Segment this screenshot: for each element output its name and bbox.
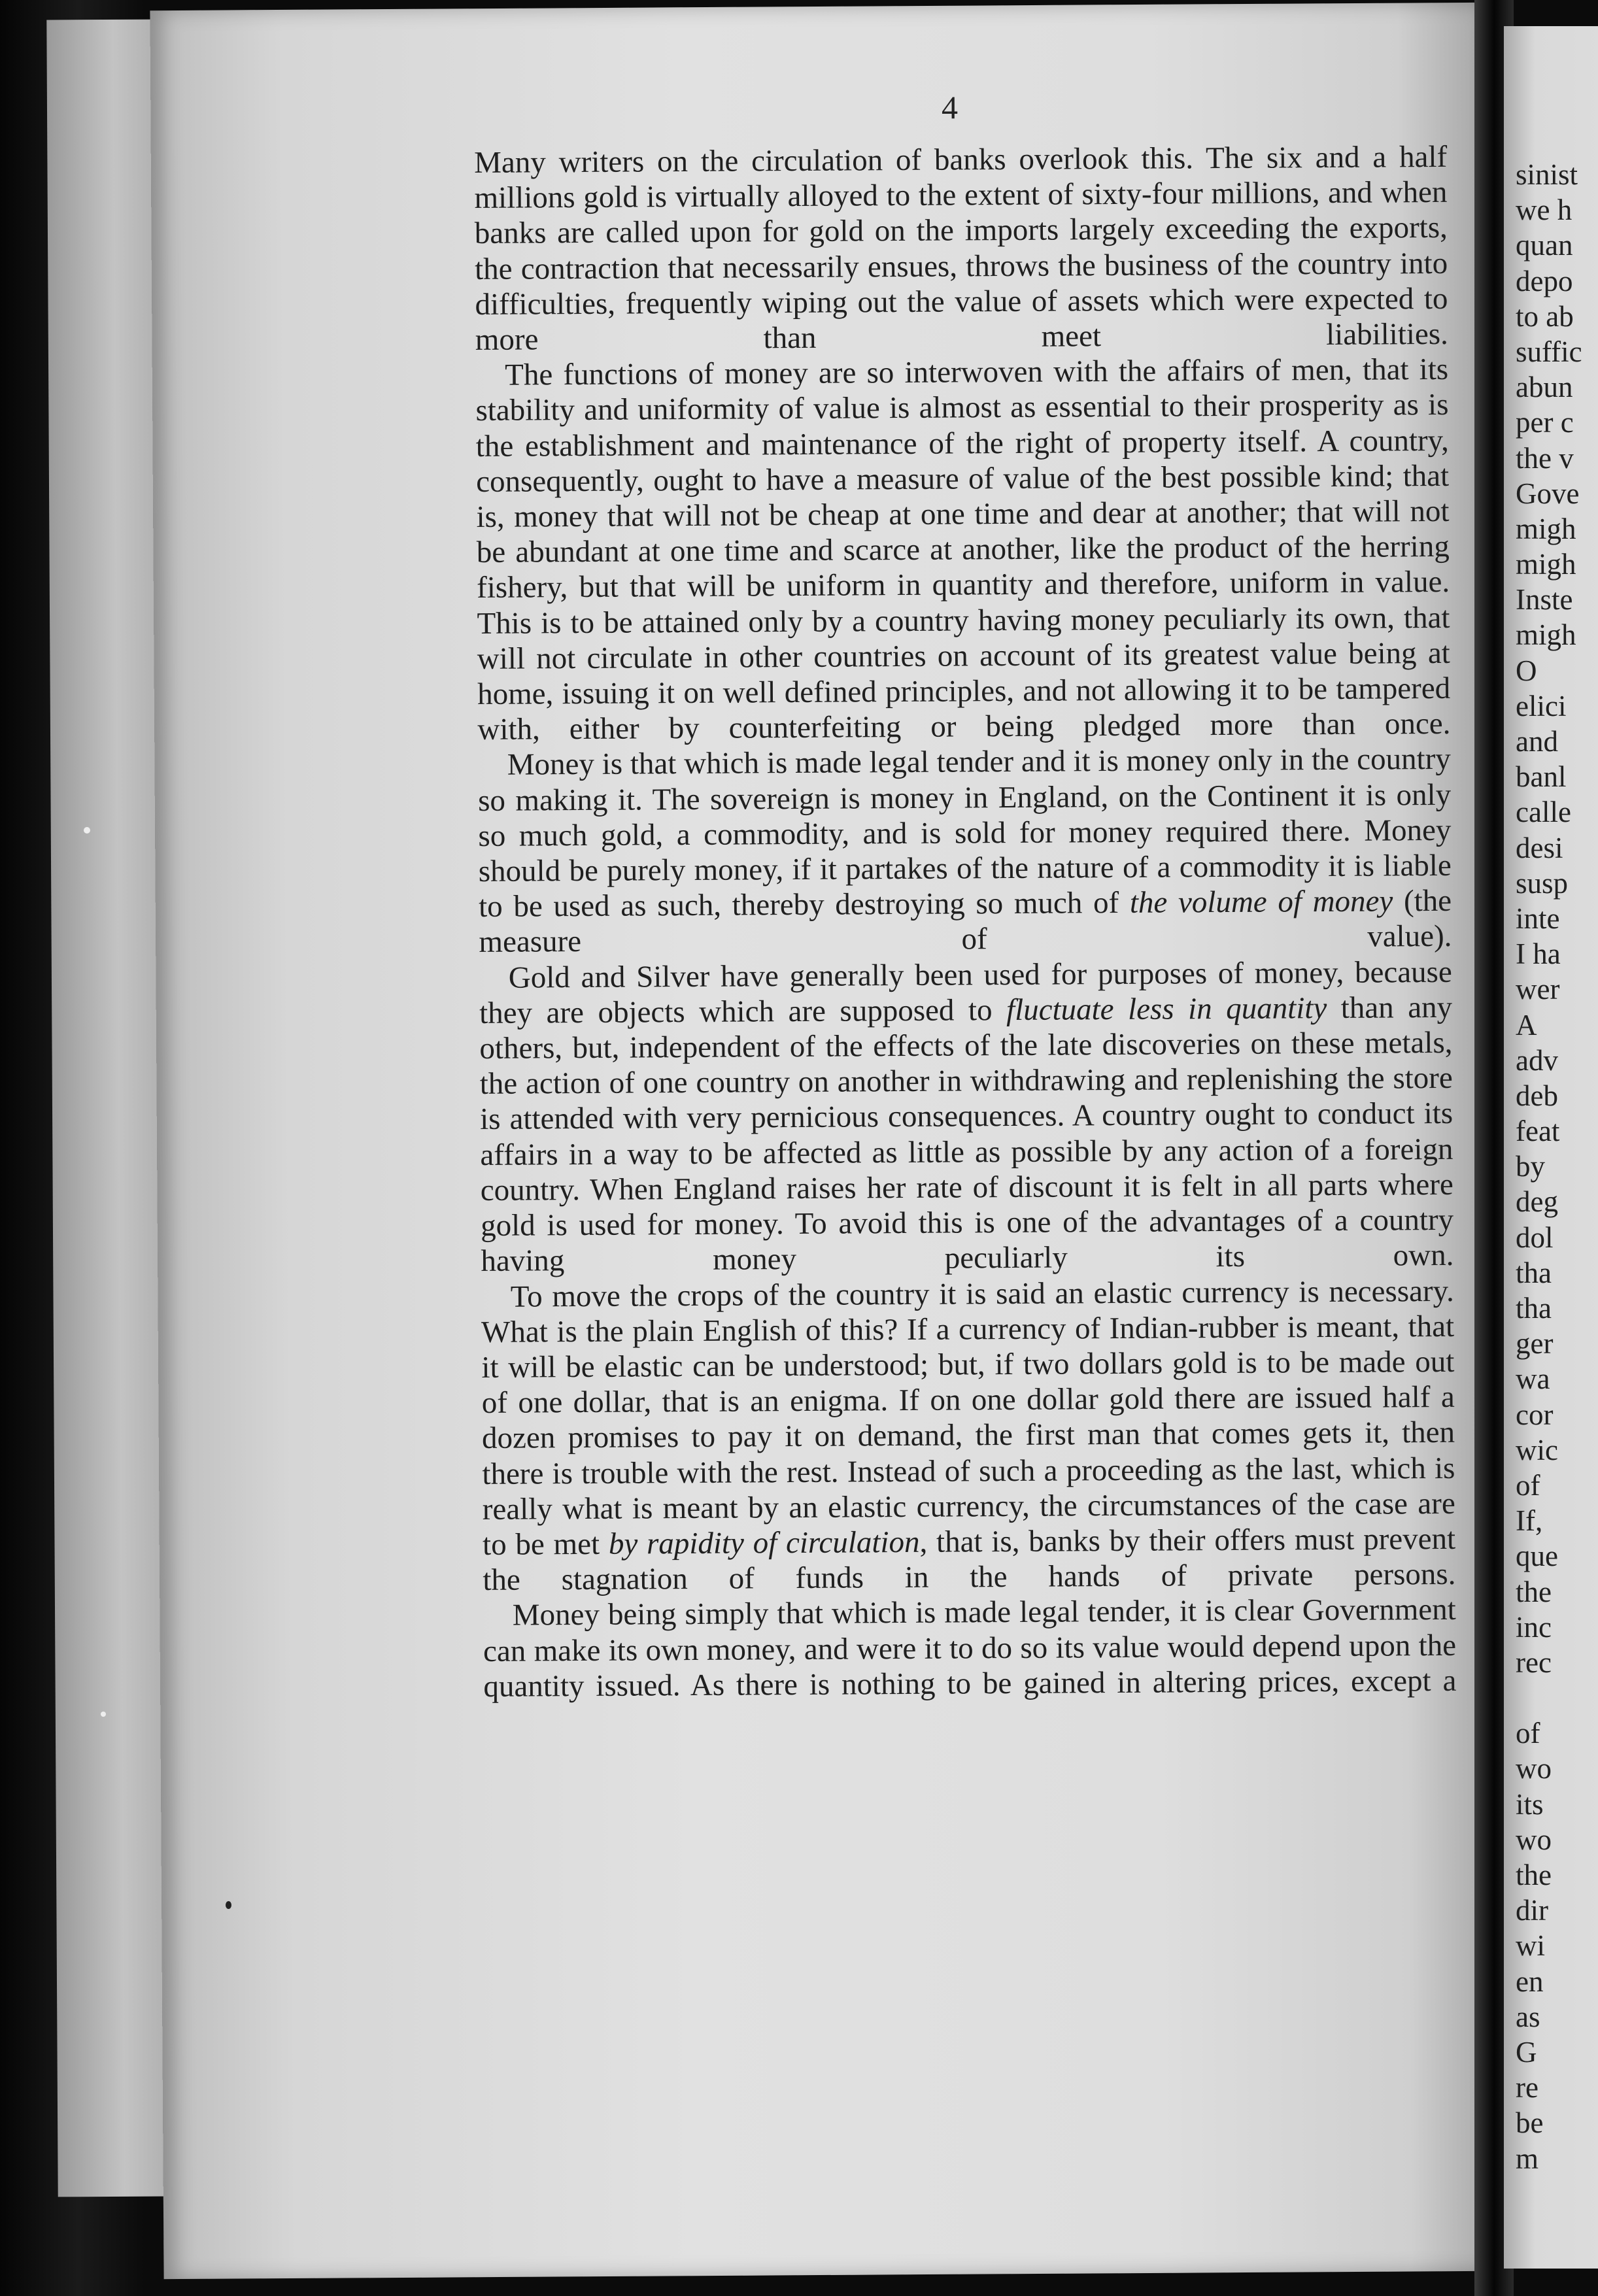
right-page-line-fragment: quan [1516,229,1573,262]
right-page-line-fragment: dir [1516,1894,1548,1927]
right-page-line-fragment: deb [1516,1079,1558,1112]
right-page-line-fragment: wi [1516,1929,1545,1963]
right-page-text-fragments [1516,157,1598,2176]
right-page-line-fragment: en [1516,1965,1544,1998]
right-page-line-fragment: tha [1516,1256,1552,1289]
right-page-line-fragment: ger [1516,1327,1554,1360]
paragraph: Money being simply that which is made legal tender, it is clear Government can make its own money, and were it to do so its value would depend upon the quantity issued. As there is nothing to be gained in altering prices, except a [483,1593,1457,1704]
right-page-line-fragment: per c [1516,406,1574,439]
right-page-line-fragment: adv [1516,1043,1558,1077]
right-page-line-fragment: to ab [1516,299,1574,333]
italic-phrase: by rapidity of circulation [608,1525,920,1561]
right-page-line-fragment: abun [1516,371,1573,404]
right-page-line-fragment: suffic [1516,335,1582,368]
page-number: 4 [942,89,958,126]
right-page-line-fragment: elici [1516,689,1567,722]
right-page-line-fragment: m [1516,2142,1539,2175]
right-page-line-fragment: and [1516,725,1558,758]
right-page-line-fragment: as [1516,2000,1540,2033]
right-page-line-fragment: banl [1516,760,1567,794]
right-page-line-fragment: Inste [1516,583,1573,616]
italic-phrase: fluctuate less in quantity [1006,990,1327,1027]
right-page-line-fragment: desi [1516,831,1563,864]
right-page-line-fragment: Gove [1516,477,1580,510]
paper-speck [226,1901,231,1909]
right-page-line-fragment: deg [1516,1185,1558,1219]
right-page-line-fragment: of [1516,1468,1540,1502]
right-page-line-fragment: wa [1516,1362,1550,1396]
right-page-line-fragment: by [1516,1150,1545,1183]
right-page-line-fragment: wo [1516,1823,1552,1856]
right-page-line-fragment: the [1516,1859,1552,1891]
paper-speck [101,1712,106,1717]
right-page-line-fragment: wer [1516,973,1560,1006]
right-page-line-fragment: If, [1516,1504,1543,1538]
right-page-line-fragment: wo [1516,1752,1552,1785]
right-page-line-fragment: depo [1516,264,1573,297]
right-page-line-fragment: be [1516,2106,1544,2140]
right-page-line-fragment: rec [1516,1646,1552,1679]
right-page-line-fragment: susp [1516,866,1569,900]
right-page-line-fragment: we h [1516,194,1572,227]
page-stack-edge [46,20,169,2197]
right-page-line-fragment: dol [1516,1221,1554,1254]
right-page-line-fragment: que [1516,1540,1558,1573]
right-page-line-fragment: O [1516,654,1537,687]
right-page-line-fragment: migh [1516,618,1576,652]
italic-phrase: the volume of money [1129,884,1393,920]
right-page-line-fragment: of [1516,1717,1540,1750]
right-page-line-fragment: inte [1516,902,1560,935]
right-page-line-fragment [1516,1680,1598,1715]
body-text [474,139,1457,1704]
right-page-line-fragment: G [1516,2035,1537,2068]
right-page-line-fragment: wic [1516,1433,1558,1466]
right-page-line-fragment: inc [1516,1610,1552,1644]
right-page-line-fragment: tha [1516,1292,1552,1325]
right-page-line-fragment: the [1516,1575,1552,1608]
paragraph: Gold and Silver have generally been used for purposes of money, because they are objects which are supposed to fluctuate less in quantity than any others, but, independent of the effects of the late discoveries on these metals, the action of one country on another in withdrawing and replenishing the store is attended with very pernicious consequences. A country ought to conduct its affairs in a way to be affected as little as possible by any action of a foreign country. When England raises her rate of discount it is felt in all parts where gold is used for money. To avoid this is one of the advantages of a country having money peculiarly its own. [479,954,1454,1279]
paper-speck [84,827,90,834]
right-page-line-fragment: calle [1516,796,1571,829]
right-page-line-fragment: sinist [1516,158,1578,191]
right-page-line-fragment: its [1516,1787,1544,1821]
right-page-line-fragment: the v [1516,441,1574,475]
right-page-line-fragment: migh [1516,512,1576,545]
paragraph: Many writers on the circulation of banks overlook this. The six and a half millions gold is virtually alloyed to the extent of sixty-four millions, and when banks are called upon for gold on the imports largely exceeding the exports, the contraction that necessarily ensues, throws the business of the country into difficulties, frequently wiping out the value of assets which were expected to more than meet liabilities. [474,139,1448,358]
right-page-line-fragment: feat [1516,1115,1560,1148]
right-page-line-fragment: re [1516,2071,1538,2104]
right-page-line-fragment: cor [1516,1398,1554,1431]
right-page-line-fragment: migh [1516,548,1576,581]
paragraph: The functions of money are so interwoven with the affairs of men, that its stability and uniformity of value is almost as essential to their prosperity as is the establishment and maintenance of the right of property itself. A country, consequently, ought to have a measure of value of the best possible kind; that is, money that will not be cheap at one time and dear at another; that will not be abundant at one time and scarce at another, like the product of the herring fishery, but that will be uniform in quantity and therefore, uniform in value. This is to be attained only by a country having money peculiarly its own, that will not circulate in other countries on account of its greatest value being at home, issuing it on well defined principles, and not allowing it to be tampered with, either by counterfeiting or being pledged more than once. [475,352,1451,747]
right-page-line-fragment: I ha [1516,937,1561,971]
paragraph: To move the crops of the country it is said an elastic currency is necessary. What is the plain English of this? If a currency of Indian-rubber is meant, that it will be elastic can be understood; but, if two dollars gold is to be made out of one dollar, that is an enigma. If on one dollar gold there are issued half a dozen promises to pay it on demand, the first man that comes gets it, then there is trouble with the rest. Instead of such a proceeding as the last, which is really what is meant by an elastic currency, the circumstances of the case are to be met by rapidity of circulation, that is, banks by their offers must prevent the stagnation of funds in the hands of private persons. [481,1274,1456,1598]
right-page-line-fragment: A [1516,1008,1537,1041]
paragraph: Money is that which is made legal tender and it is money only in the country so making it. The sovereign is money in England, on the Continent it is only so much gold, a commodity, and is sold for money required there. Money should be purely money, if it partakes of the nature of a commodity it is liable to be used as such, thereby destroying so much of the volume of money (the measure of value). [477,742,1452,960]
